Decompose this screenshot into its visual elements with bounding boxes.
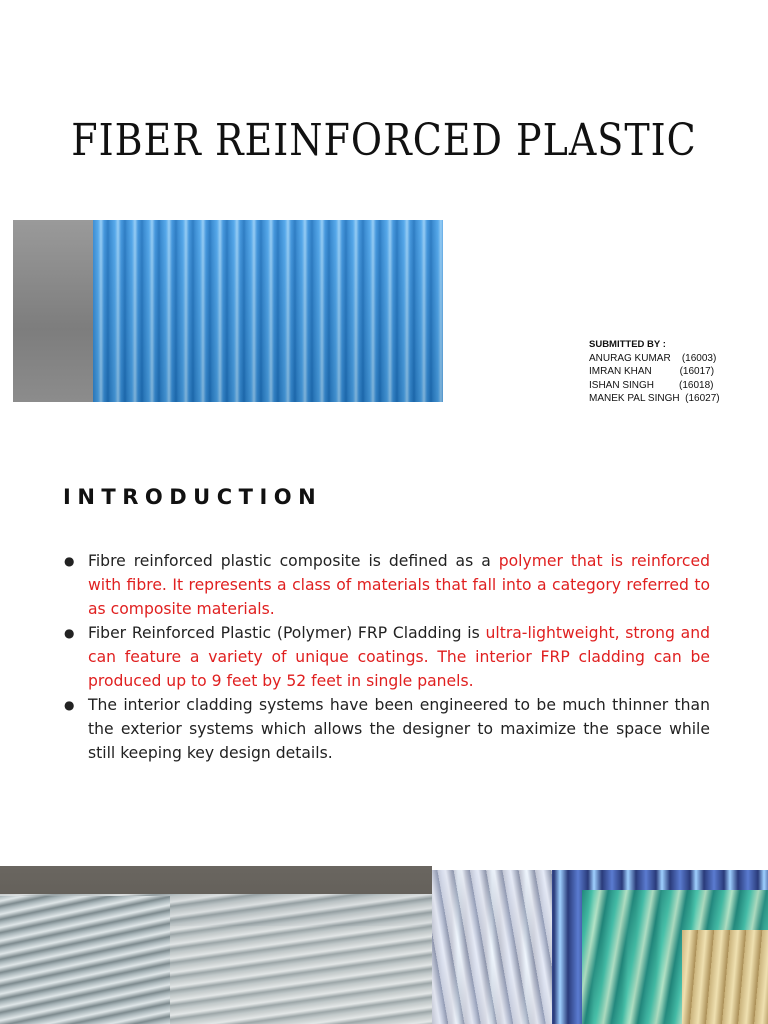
- submitted-by-block: [589, 338, 720, 406]
- bullet-list: [62, 549, 710, 765]
- bullet-item: ● Fibre reinforced plastic composite is defined as a polymer that is reinforced with fibre. It represents a class of materials that fall into a category referred to as composite materials.: [62, 549, 710, 621]
- bullet-item: ● The interior cladding systems have been engineered to be much thinner than the exterior systems which allows the designer to maximize the space while still keeping key design details.: [62, 693, 710, 765]
- member-row: [589, 352, 720, 366]
- colored-corrugated-panels-photo: [432, 870, 768, 1024]
- slide-title: FIBER REINFORCED PLASTIC: [71, 114, 697, 166]
- bullet-dot-icon: ●: [64, 554, 75, 568]
- blue-frp-sheet-photo: [13, 220, 443, 402]
- bullet-dot-icon: ●: [64, 698, 75, 712]
- bullet-item: ● Fiber Reinforced Plastic (Polymer) FRP Cladding is ultra-lightweight, strong and can feature a variety of unique coatings. The interior FRP cladding can be produced up to 9 feet by 52 feet in single panels.: [62, 621, 710, 693]
- title-slide: [0, 0, 768, 445]
- introduction-heading: INTRODUCTION: [63, 485, 323, 509]
- introduction-slide: [0, 445, 768, 840]
- member-name: IMRAN KHAN: [589, 366, 652, 377]
- frp-sheets-warehouse-photo: [0, 866, 432, 1024]
- member-name: MANEK PAL SINGH: [589, 393, 680, 404]
- highlighted-text: ultra-lightweight, strong and can feature a variety of unique coatings. The interior FRP cladding can be produced up to 9 feet by 52 feet in single panels.: [88, 624, 710, 690]
- member-id: (16003): [681, 352, 717, 364]
- member-id: (16027): [685, 393, 720, 404]
- photo-slide: [0, 840, 768, 1024]
- member-row: [589, 392, 720, 406]
- member-row: [589, 379, 720, 393]
- member-name: ANURAG KUMAR: [589, 352, 671, 364]
- bullet-dot-icon: ●: [64, 626, 75, 640]
- member-id: (16018): [679, 379, 714, 391]
- member-name: ISHAN SINGH: [589, 379, 655, 391]
- highlighted-text: polymer that is reinforced with fibre. It represents a class of materials that fall into a category referred to as composite materials.: [88, 552, 710, 618]
- member-row: [589, 365, 720, 379]
- submitted-by-heading: SUBMITTED BY :: [589, 339, 666, 350]
- concrete-floor: [13, 220, 95, 402]
- member-id: (16017): [679, 366, 715, 377]
